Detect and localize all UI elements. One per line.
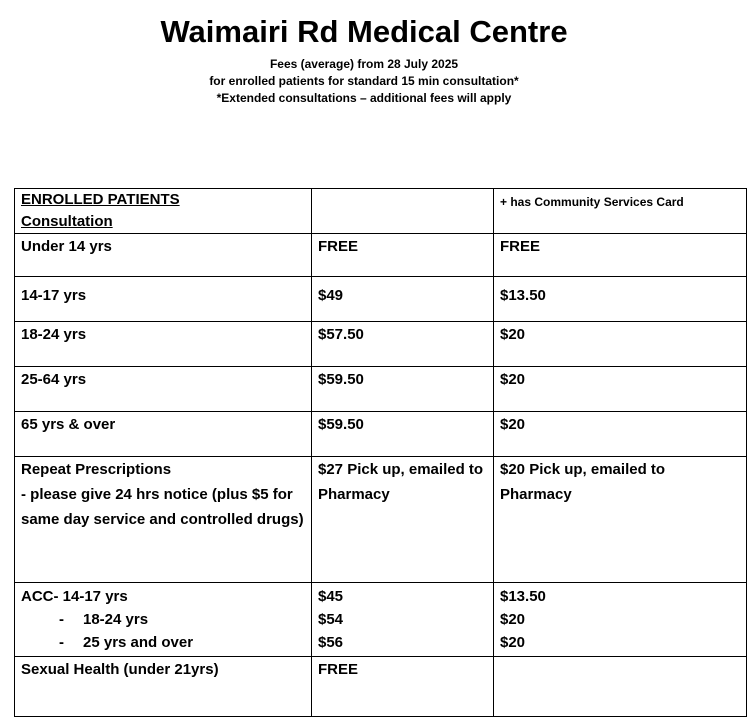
row-standard-fee: $49 <box>312 277 494 322</box>
repeat-prescriptions-row <box>15 457 747 583</box>
acc-line-label: 18-24 yrs <box>83 611 149 628</box>
fees-scope-line: for enrolled patients for standard 15 min consultation* <box>209 74 519 88</box>
acc-csc-fee: $20 <box>500 634 526 651</box>
row-label: 14-17 yrs <box>15 277 312 322</box>
row-csc-fee: $13.50 <box>494 277 747 322</box>
row-standard-fee: $59.50 <box>312 412 494 457</box>
repeat-prescriptions-cell <box>15 457 312 583</box>
row-csc-fee: FREE <box>494 234 747 277</box>
acc-standard-fee: $56 <box>318 634 344 651</box>
document-header <box>0 12 728 107</box>
acc-sub-line <box>21 608 305 631</box>
extended-note-line: *Extended consultations – additional fees will apply <box>216 91 512 105</box>
table-row <box>15 322 747 367</box>
row-label: 25-64 yrs <box>15 367 312 412</box>
consultation-heading: Consultation <box>21 213 113 230</box>
acc-label-cell <box>15 583 312 657</box>
row-label: Under 14 yrs <box>15 234 312 277</box>
row-csc-fee: $20 <box>494 367 747 412</box>
page-title: Waimairi Rd Medical Centre <box>160 14 568 49</box>
table-row <box>15 234 747 277</box>
acc-standard-cell <box>312 583 494 657</box>
header-cell-category <box>15 189 312 234</box>
acc-line-label: 25 yrs and over <box>83 634 194 651</box>
row-label: 65 yrs & over <box>15 412 312 457</box>
row-standard-fee: FREE <box>312 234 494 277</box>
row-standard-fee: $59.50 <box>312 367 494 412</box>
acc-standard-fee: $54 <box>318 611 344 628</box>
table-header-row <box>15 189 747 234</box>
row-csc-fee <box>494 657 747 717</box>
acc-row <box>15 583 747 657</box>
community-services-card-heading: + has Community Services Card <box>500 195 684 209</box>
fees-table <box>14 188 747 717</box>
row-csc-fee: $20 <box>494 412 747 457</box>
row-csc-fee: $20 <box>494 322 747 367</box>
header-cell-standard <box>312 189 494 234</box>
sexual-health-row <box>15 657 747 717</box>
dash-marker: - <box>59 634 64 651</box>
repeat-csc-fee: $20 Pick up, emailed to Pharmacy <box>494 457 747 583</box>
repeat-prescriptions-label: Repeat Prescriptions <box>21 461 172 478</box>
fees-date-line: Fees (average) from 28 July 2025 <box>269 57 459 71</box>
row-standard-fee: FREE <box>312 657 494 717</box>
header-cell-csc <box>494 189 747 234</box>
acc-csc-cell <box>494 583 747 657</box>
table-row <box>15 412 747 457</box>
repeat-prescriptions-note: - please give 24 hrs notice (plus $5 for same day service and controlled drugs) <box>21 486 304 528</box>
row-label: 18-24 yrs <box>15 322 312 367</box>
row-standard-fee: $57.50 <box>312 322 494 367</box>
acc-sub-line <box>21 631 305 654</box>
acc-csc-fee: $20 <box>500 611 526 628</box>
table-row <box>15 367 747 412</box>
dash-marker: - <box>59 611 64 628</box>
enrolled-patients-heading: ENROLLED PATIENTS <box>21 191 180 208</box>
repeat-standard-fee: $27 Pick up, emailed to Pharmacy <box>312 457 494 583</box>
acc-line-label: ACC- 14-17 yrs <box>21 588 128 605</box>
row-label: Sexual Health (under 21yrs) <box>15 657 312 717</box>
acc-standard-fee: $45 <box>318 588 344 605</box>
acc-csc-fee: $13.50 <box>500 588 546 605</box>
table-row <box>15 277 747 322</box>
